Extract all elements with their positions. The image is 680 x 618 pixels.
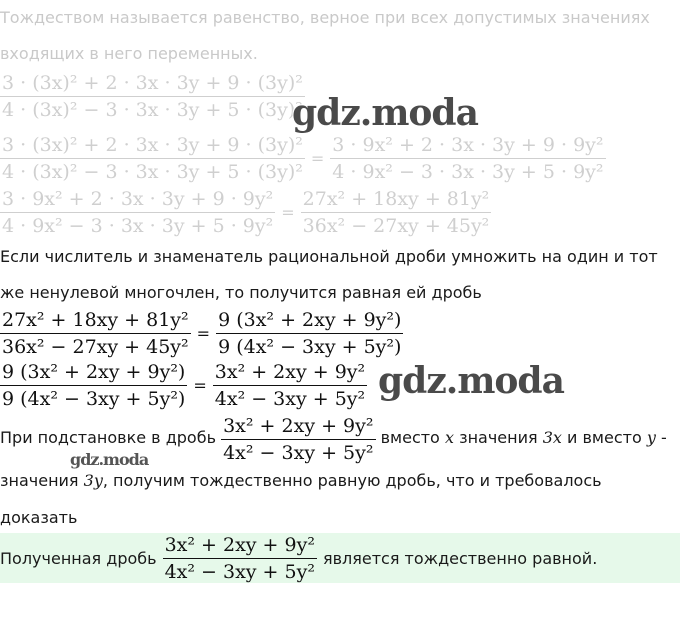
equals-sign: =	[281, 203, 295, 222]
numerator: 3x² + 2xy + 9y²	[214, 361, 366, 383]
fraction-left	[0, 359, 187, 412]
text: При подстановке в дробь	[0, 428, 216, 447]
numerator: 3x² + 2xy + 9y²	[164, 533, 315, 556]
fraction	[0, 70, 305, 123]
math-step-2	[0, 132, 606, 185]
answer-text-post: является тождественно равной.	[322, 548, 598, 568]
rule-line-2: же ненулевой многочлен, то получится равная ей дробь	[0, 283, 482, 302]
numerator: 27x² + 18xy + 81y²	[2, 309, 189, 331]
numerator: 3x² + 2xy + 9y²	[223, 414, 374, 437]
denominator: 4x² − 3xy + 5y²	[214, 388, 366, 410]
substitution-line-2	[0, 471, 602, 491]
watermark-logo: gdz.moda	[378, 360, 564, 402]
text: -	[660, 428, 667, 447]
definition-line-2: входящих в него переменных.	[0, 44, 258, 63]
text: вместо	[380, 428, 440, 447]
denominator: 4x² − 3xy + 5y²	[223, 441, 374, 464]
fraction-right	[330, 132, 605, 185]
substitution-line-3: доказать	[0, 508, 78, 527]
rule-line-1: Если числитель и знаменатель рациональной дроби умножить на один и тот	[0, 247, 658, 266]
fraction-left	[0, 186, 275, 239]
answer-box	[0, 533, 680, 583]
value-3x: 3x	[542, 428, 562, 447]
denominator: 9 (4x² − 3xy + 5y²)	[2, 388, 186, 410]
watermark-logo: gdz.moda	[70, 450, 149, 469]
numerator: 9 (3x² + 2xy + 9y²)	[2, 361, 186, 383]
fraction	[163, 533, 317, 583]
math-step-3	[0, 186, 491, 239]
math-step-4	[0, 307, 403, 360]
numerator: 3 · 9x² + 2 · 3x · 3y + 9 · 9y²	[2, 188, 274, 210]
definition-line-1: Тождеством называется равенство, верное при всех допустимых значениях	[0, 8, 650, 27]
answer-line	[0, 533, 597, 583]
numerator: 3 · (3x)² + 2 · 3x · 3y + 9 · (3y)²	[2, 134, 303, 156]
numerator: 3 · (3x)² + 2 · 3x · 3y + 9 · (3y)²	[2, 72, 303, 94]
math-step-1	[0, 70, 305, 123]
variable-y: y	[646, 428, 656, 447]
watermark-logo: gdz.moda	[292, 92, 478, 134]
denominator: 4 · (3x)² − 3 · 3x · 3y + 5 · (3y)²	[2, 99, 303, 121]
value-3y: 3y	[83, 471, 103, 490]
numerator: 9 (3x² + 2xy + 9y²)	[218, 309, 402, 331]
text: значения	[459, 428, 538, 447]
denominator: 4 · 9x² − 3 · 3x · 3y + 5 · 9y²	[332, 161, 604, 183]
denominator: 4x² − 3xy + 5y²	[164, 560, 315, 583]
answer-text-pre: Полученная дробь	[0, 548, 157, 568]
fraction-right	[216, 307, 403, 360]
denominator: 36x² − 27xy + 45y²	[2, 336, 189, 358]
equals-sign: =	[310, 149, 325, 168]
fraction-right	[301, 186, 492, 239]
fraction-right	[213, 359, 367, 412]
inline-fraction	[221, 411, 375, 467]
fraction-left	[0, 307, 191, 360]
denominator: 4 · (3x)² − 3 · 3x · 3y + 5 · (3y)²	[2, 161, 303, 183]
math-step-5	[0, 359, 367, 412]
answer-fraction	[163, 533, 317, 583]
numerator: 3 · 9x² + 2 · 3x · 3y + 9 · 9y²	[332, 134, 604, 156]
denominator: 4 · 9x² − 3 · 3x · 3y + 5 · 9y²	[2, 215, 274, 237]
denominator: 9 (4x² − 3xy + 5y²)	[218, 336, 402, 358]
text: значения	[0, 471, 79, 490]
numerator: 27x² + 18xy + 81y²	[302, 188, 490, 210]
variable-x: x	[444, 428, 454, 447]
text: , получим тождественно равную дробь, что и требовалось	[102, 471, 602, 490]
text: и вместо	[567, 428, 642, 447]
fraction	[221, 413, 375, 466]
fraction-left	[0, 132, 305, 185]
equals-sign: =	[196, 324, 211, 343]
equals-sign: =	[193, 376, 207, 395]
denominator: 36x² − 27xy + 45y²	[302, 215, 490, 237]
